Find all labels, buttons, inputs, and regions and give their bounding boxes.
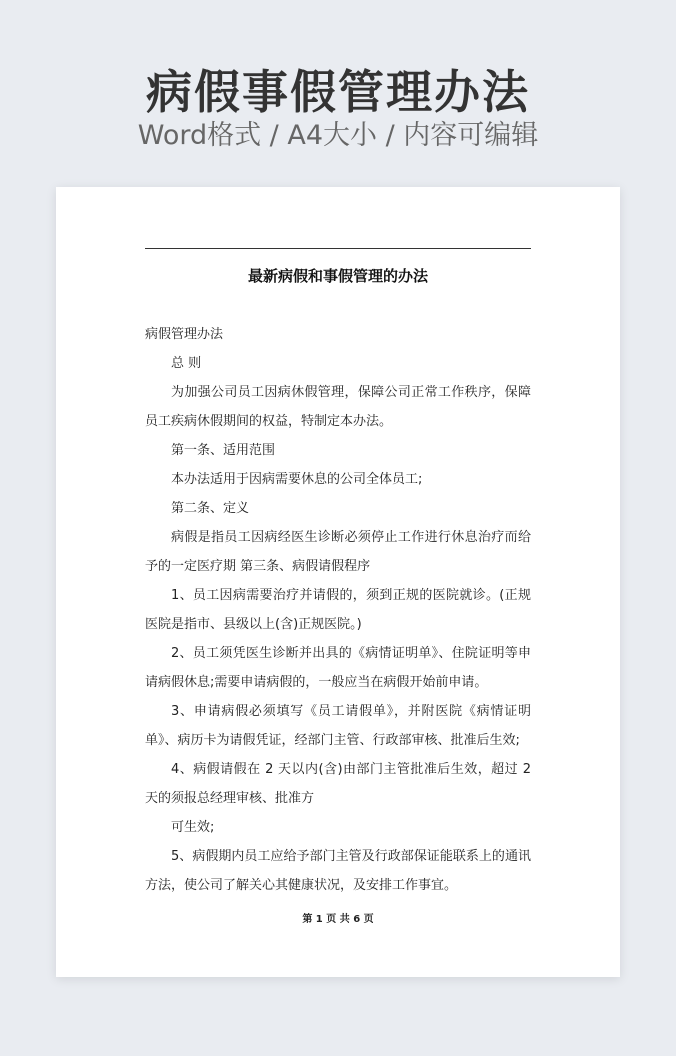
list-item: 1、员工因病需要治疗并请假的，须到正规的医院就诊。(正规医院是指市、县级以上(含)正规医院。) [145,588,531,632]
page-number: 第 1 页 共 6 页 [302,914,374,925]
list-item: 4、病假请假在 2 天以内(含)由部门主管批准后生效，超过 2 天的须报总经理审核、批准方 [145,762,531,806]
section-heading: 病假管理办法 [145,327,224,342]
banner-title: 病假事假管理办法 [146,65,530,119]
article-heading: 第二条、定义 [171,501,250,516]
list-item: 5、病假期内员工应给予部门主管及行政部保证能联系上的通讯方法，使公司了解关心其健康状况，及安排工作事宜。 [145,849,531,893]
article-heading: 第一条、适用范围 [171,443,276,458]
body-paragraph: 可生效; [171,820,215,835]
body-paragraph: 病假是指员工因病经医生诊断必须停止工作进行休息治疗而给予的一定医疗期 第三条、病假请假程序 [145,530,531,574]
document-title: 最新病假和事假管理的办法 [247,267,428,285]
document-body [145,320,531,900]
body-paragraph: 为加强公司员工因病休假管理，保障公司正常工作秩序，保障员工疾病休假期间的权益，特制定本办法。 [145,385,531,429]
body-paragraph: 本办法适用于因病需要休息的公司全体员工; [171,472,423,487]
list-item: 3、申请病假必须填写《员工请假单》，并附医院《病情证明单》、病历卡为请假凭证，经部门主管、行政部审核、批准后生效; [145,704,531,748]
list-item: 2、员工须凭医生诊断并出具的《病情证明单》、住院证明等申请病假休息;需要申请病假的，一般应当在病假开始前申请。 [145,646,531,690]
banner-subtitle: Word格式 / A4大小 / 内容可编辑 [137,120,539,151]
document-page [56,187,620,977]
header-rule [145,248,531,249]
section-subheading: 总 则 [171,356,202,371]
